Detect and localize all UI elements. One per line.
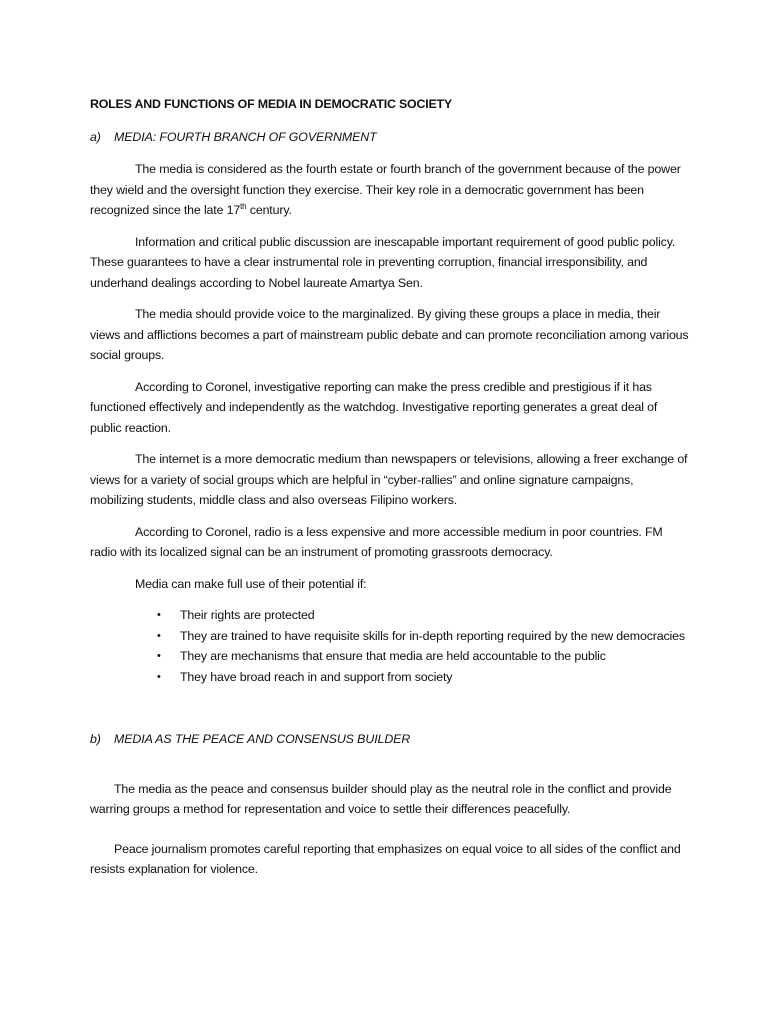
list-item (90, 646, 690, 667)
paragraph-spacer (90, 831, 690, 839)
list-item-text: They are trained to have requisite skills for in-depth reporting required by the new democracies (180, 628, 685, 643)
document-title: ROLES AND FUNCTIONS OF MEDIA IN DEMOCRATIC SOCIETY (90, 97, 452, 111)
section-b-paragraph-2: Peace journalism promotes careful reporting that emphasizes on equal voice to all sides of the conflict and resists explanation for violence. (90, 841, 681, 876)
bullet-icon: • (157, 609, 161, 621)
list-item-text: Their rights are protected (180, 608, 315, 622)
heading-spacer (90, 762, 690, 779)
list-item (90, 605, 690, 626)
section-a-letter: a) (90, 129, 101, 144)
bullet-icon: • (157, 670, 161, 683)
potential-conditions-list (90, 605, 690, 687)
section-a-p1-tail: century. (246, 203, 292, 217)
list-item (90, 626, 690, 647)
section-a-p1-text: The media is considered as the fourth estate or fourth branch of the government because of the power they wield and the oversight function they exercise. Their key role in a democratic government has been recognized since the late 17 (90, 162, 681, 217)
bullet-icon: • (157, 629, 161, 642)
section-a-paragraph-3: The media should provide voice to the marginalized. By giving these groups a place in media, their views and afflictions becomes a part of mainstream public debate and can promote reconciliation among various social groups. (90, 307, 689, 362)
section-a-paragraph-1 (90, 159, 690, 221)
bullet-icon: • (157, 650, 161, 662)
superscript-th: th (240, 201, 247, 211)
section-a-heading-text: MEDIA: FOURTH BRANCH OF GOVERNMENT (114, 129, 377, 144)
list-item-text: They have broad reach in and support from society (180, 669, 453, 684)
section-a-paragraph-7: Media can make full use of their potential if: (135, 576, 367, 591)
list-item-text: They are mechanisms that ensure that media are held accountable to the public (180, 649, 606, 663)
section-a-paragraph-6: According to Coronel, radio is a less expensive and more accessible medium in poor countries. FM radio with its localized signal can be an instrument of promoting grassroots democracy. (90, 524, 663, 559)
section-a-heading (90, 127, 690, 148)
section-a-paragraph-5: The internet is a more democratic medium than newspapers or televisions, allowing a freer exchange of views for a variety of social groups which are helpful in “cyber-rallies” and online signature campaigns, mobilizing students, middle class and also overseas Filipino workers. (90, 452, 688, 507)
section-a-paragraph-2: Information and critical public discussion are inescapable important requirement of good public policy. These guarantees to have a clear instrumental role in preventing corruption, financial irresponsibility, and underhand dealings according to Nobel laureate Amartya Sen. (90, 234, 676, 290)
section-a-paragraph-4: According to Coronel, investigative reporting can make the press credible and prestigious if it has functioned effectively and independently as the watchdog. Investigative reporting generates a great deal of public reaction. (90, 379, 658, 435)
section-b-letter: b) (90, 732, 101, 746)
section-b-heading (90, 729, 690, 750)
section-b-heading-text: MEDIA AS THE PEACE AND CONSENSUS BUILDER (114, 732, 411, 746)
document-page (90, 94, 690, 891)
list-item (90, 667, 690, 688)
section-spacer (90, 687, 690, 729)
section-b-paragraph-1: The media as the peace and consensus builder should play as the neutral role in the conflict and provide warring groups a method for representation and voice to settle their differences peacefully. (90, 781, 672, 816)
